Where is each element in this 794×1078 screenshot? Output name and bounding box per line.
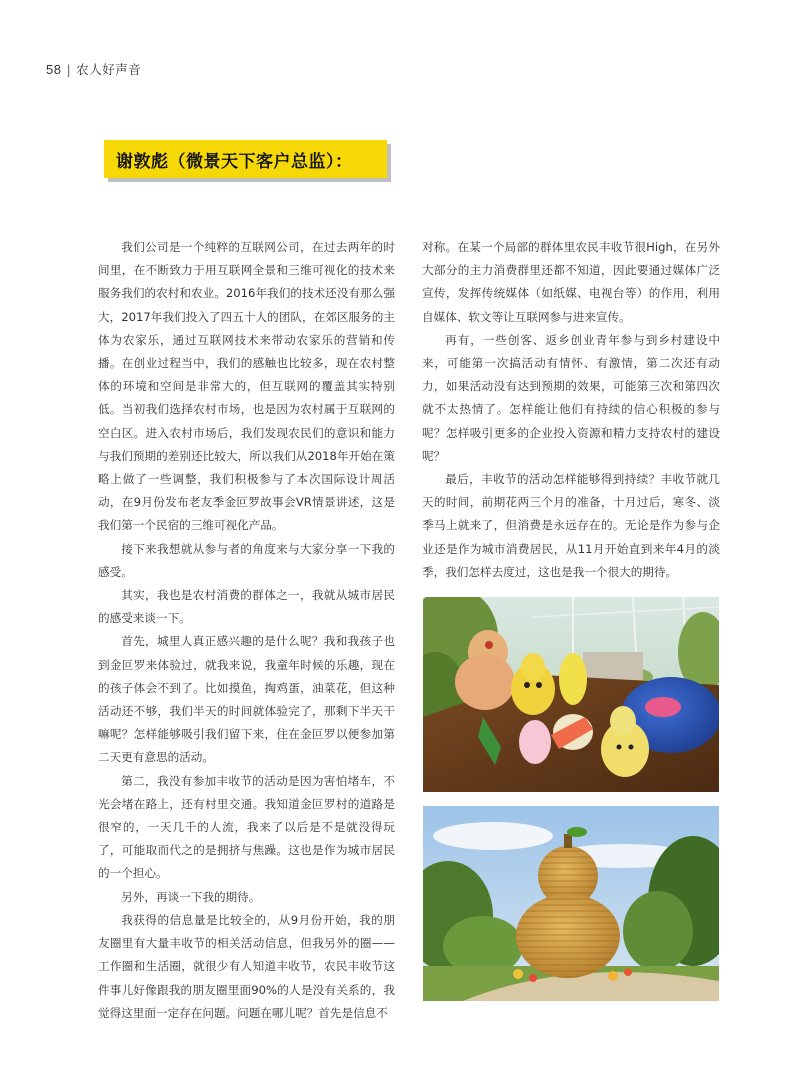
paragraph: 首先，城里人真正感兴趣的是什么呢？我和我孩子也到金叵罗来体验过，就我来说，我童年时候的乐趣，现在的孩子体会不到了。比如摸鱼，掏鸡蛋，油菜花，但这种活动还不够，我们半天的时间就体验完了，那剩下半天干嘛呢？怎样能够吸引我们留下来，住在金叵罗以便参加第二天更有意思的活动。 — [98, 634, 395, 765]
paragraph-continued: 对称。在某一个局部的群体里农民丰收节很High，在另外大部分的主力消费群里还都不知道，因此要通过媒体广泛宣传，发挥传统媒体（如纸媒、电视台等）的作用，利用自媒体、软文等让互联网参与进来宣传。 — [422, 240, 720, 324]
straw-gourd-image — [423, 806, 719, 1001]
paragraph: 接下来我想就从参与者的角度来与大家分享一下我的感受。 — [98, 541, 395, 579]
left-text-column — [98, 236, 395, 1025]
paragraph: 另外，再谈一下我的期待。 — [121, 889, 261, 904]
section-title-box — [104, 140, 387, 178]
straw-gourd-sculpture-photo — [423, 806, 719, 1001]
paragraph: 我们公司是一个纯粹的互联网公司，在过去两年的时间里，在不断致力于用互联网全景和三维可视化的技术来服务我们的农村和农业。2016年我们的技术还没有那么强大，2017年我们投入了四五十人的团队，在郊区服务的主体为农家乐，通过互联网技术来带动农家乐的营销和传播。在创业过程当中，我们的感触也比较多，现在农村整体的环境和空间是非常大的，但互联网的覆盖其实特别低。当初我们选择农村市场，也是因为农村属于互联网的空白区。进入农村市场后，我们发现农民们的意识和能力与我们预期的差别还比较大，所以我们从2018年开始在策略上做了一些调整，我们积极参与了本次国际设计周活动，在9月份发布老友季金叵罗故事会VR情景讲述，这是我们第一个民宿的三维可视化产品。 — [98, 240, 395, 533]
section-title: 谢敦彪（微景天下客户总监）： — [116, 151, 353, 172]
painted-gourds-photo — [423, 597, 719, 792]
paragraph: 最后，丰收节的活动怎样能够得到持续？丰收节就几天的时间，前期花两三个月的准备，十月过后，寒冬、淡季马上就来了，但消费是永远存在的。无论是作为参与企业还是作为城市消费居民，从11月开始直到来年4月的淡季，我们怎样去度过，这也是我一个很大的期待。 — [422, 472, 720, 579]
right-text-column — [422, 236, 720, 584]
painted-gourds-image — [423, 597, 719, 792]
paragraph: 其实，我也是农村消费的群体之一，我就从城市居民的感受来谈一下。 — [98, 588, 395, 626]
magazine-title: 农人好声音 — [76, 62, 142, 77]
page-number: 58 — [46, 62, 62, 77]
paragraph: 再有，一些创客、返乡创业青年参与到乡村建设中来，可能第一次搞活动有情怀、有激情，第二次还有动力，如果活动没有达到预期的效果，可能第三次和第四次就不太热情了。怎样能让他们有持续的信心积极的参与呢？怎样吸引更多的企业投入资源和精力支持农村的建设呢？ — [422, 332, 720, 463]
paragraph: 我获得的信息量是比较全的，从9月份开始，我的朋友圈里有大量丰收节的相关活动信息，但我另外的圈——工作圈和生活圈，就很少有人知道丰收节，农民丰收节这件事儿好像跟我的朋友圈里面90%的人是没有关系的，我觉得这里面一定存在问题。问题在哪儿呢？首先是信息不 — [98, 912, 395, 1020]
header-separator: | — [66, 62, 72, 77]
running-header — [46, 60, 141, 78]
paragraph: 第二，我没有参加丰收节的活动是因为害怕堵车，不光会堵在路上，还有村里交通。我知道金叵罗村的道路是很窄的，一天几千的人流，我来了以后是不是就没得玩了，可能取而代之的是拥挤与焦躁。这也是作为城市居民的一个担心。 — [98, 773, 395, 881]
